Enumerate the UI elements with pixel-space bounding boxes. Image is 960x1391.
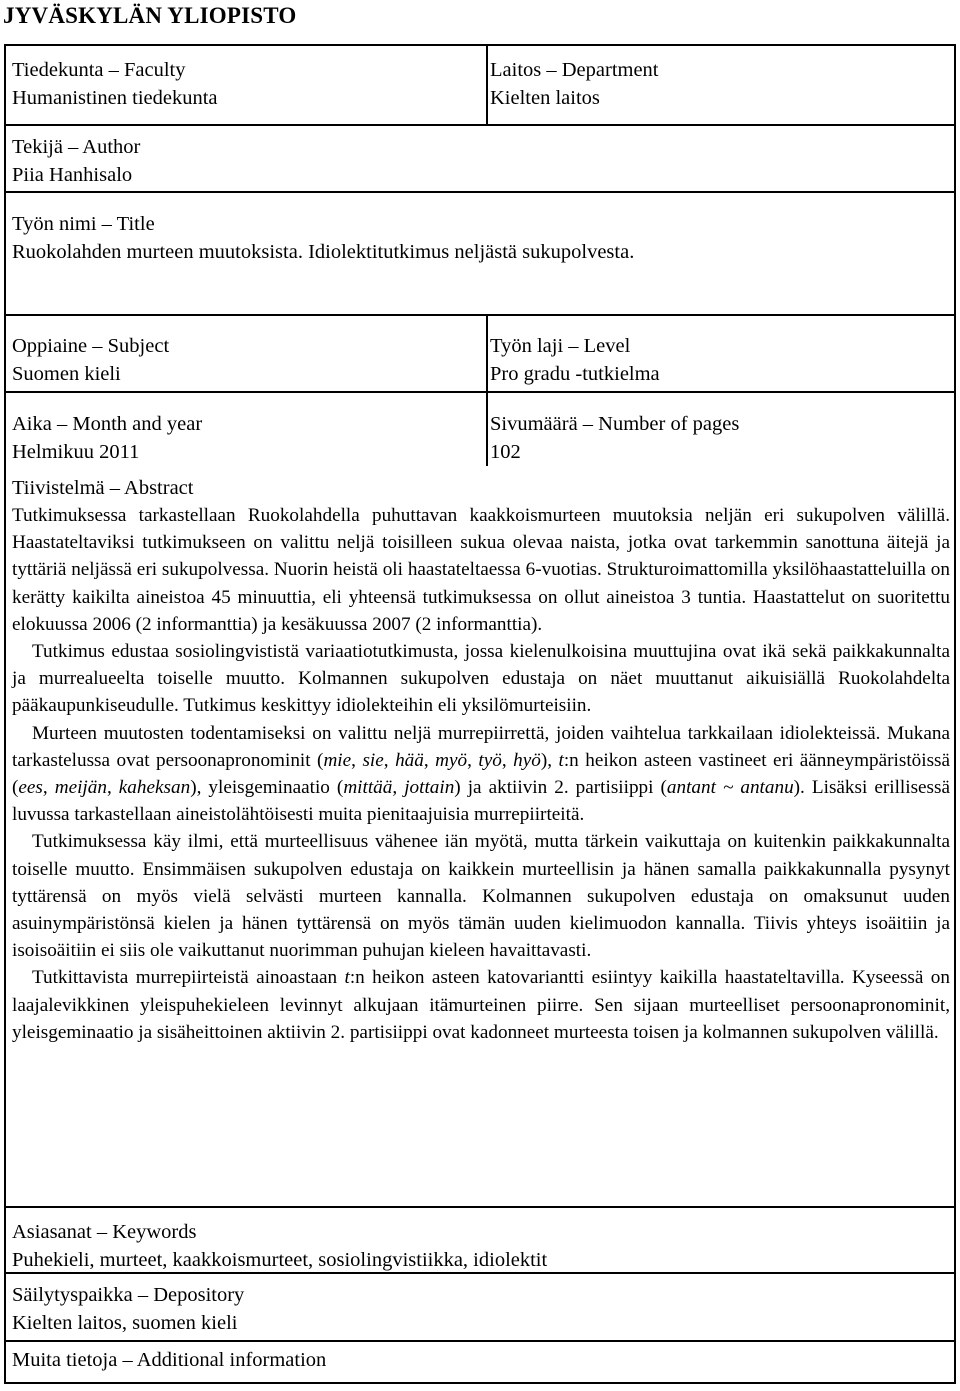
abstract-paragraph: Tutkittavista murrepiirteistä ainoastaan t:n heikon asteen katovariantti esiintyy kaikilla haastateltavilla. Kyseessä on laajalevikkinen yleispuhekieleen levinnyt alkujaan itämurteinen piirre. Sen sijaan murteelliset persoonapronominit, yleisgeminaatio ja sisäheittoinen aktiivin 2. partisiippi ovat kadonneet murteesta toisen ja kolmannen sukupolven välillä. xyxy=(12,967,950,1043)
title-value: Ruokolahden murteen muutoksista. Idiolektitutkimus neljästä sukupolvesta. xyxy=(12,241,635,263)
university-name: JYVÄSKYLÄN YLIOPISTO xyxy=(3,3,297,28)
divider xyxy=(486,391,954,393)
abstract-paragraph: Murteen muutosten todentamiseksi on valittu neljä murrepiirrettä, joiden vaihtelua tarkkailaan idiolekteissä. Mukana tarkastelussa ovat persoonapronominit (mie, sie, hää, myö, työ, hyö), t:n heikon asteen vastineet eri äänneympäristöissä (ees, meijän, kaheksan), yleisgeminaatio (mittää, jottain) ja aktiivin 2. partisiippi (antant ~ antanu). Lisäksi erillisessä luvussa tarkastellaan aineistolähtöisesti muita pienitaajuisia murrepiirteitä. xyxy=(12,722,951,826)
additional-label: Muita tietoja – Additional information xyxy=(12,1349,327,1371)
divider xyxy=(486,46,488,126)
pages-field xyxy=(490,410,739,466)
date-field xyxy=(12,410,202,466)
faculty-value: Humanistinen tiedekunta xyxy=(12,87,218,109)
divider xyxy=(6,391,486,393)
author-field xyxy=(12,133,140,189)
faculty-field xyxy=(12,56,218,112)
divider xyxy=(6,314,954,316)
depository-label: Säilytyspaikka – Depository xyxy=(12,1284,245,1306)
department-value: Kielten laitos xyxy=(490,87,600,109)
faculty-label: Tiedekunta – Faculty xyxy=(12,59,186,81)
abstract-label: Tiivistelmä – Abstract xyxy=(12,477,194,499)
title-field xyxy=(12,210,634,266)
subject-field xyxy=(12,332,169,388)
divider xyxy=(6,191,954,193)
title-label: Työn nimi – Title xyxy=(12,213,155,235)
depository-field xyxy=(12,1281,244,1337)
pages-label: Sivumäärä – Number of pages xyxy=(490,413,740,435)
subject-label: Oppiaine – Subject xyxy=(12,335,170,357)
additional-field xyxy=(12,1346,326,1374)
abstract-paragraph: Tutkimuksessa käy ilmi, että murteellisuus vähenee iän myötä, mutta tärkein vaikuttaja on kuitenkin paikkakunnalta toiselle muutto. Ensimmäisen sukupolven edustaja on kaikkein murteellisin ja hänen samalla paikkakunnalla pysynyt tyttärensä on myös vielä selvästi murteen kannalla. Kolmannen sukupolven edustaja on omaksunut uuden asuinympäristönsä kielen ja hänen tyttärensä on myös tämän uuden kielimuodon kannalla. Tiivis yhteys isoäitiin ja isoisoäitiin ei siis ole vaikuttanut nuorimman puhujan kieleen havaittavasti. xyxy=(12,831,950,962)
level-field xyxy=(490,332,660,388)
keywords-value: Puhekieli, murteet, kaakkoismurteet, sosiolingvistiikka, idiolektit xyxy=(12,1249,548,1271)
abstract-paragraph: Tutkimus edustaa sosiolingvististä variaatiotutkimusta, jossa kielenulkoisina muuttujina ovat ikä sekä paikkakunnalta ja murrealueelta toiselle muutto. Kolmannen sukupolven edustaja on näet muuttanut aikuisiällä Ruokolahdelta pääkaupunkiseudulle. Tutkimus keskittyy idiolekteihin eli yksilömurteisiin. xyxy=(12,641,950,717)
divider xyxy=(6,1340,954,1342)
abstract-section xyxy=(12,474,950,1046)
department-label: Laitos – Department xyxy=(490,59,659,81)
keywords-field xyxy=(12,1218,547,1274)
date-value: Helmikuu 2011 xyxy=(12,441,140,463)
divider xyxy=(6,1206,954,1208)
date-label: Aika – Month and year xyxy=(12,413,203,435)
pages-value: 102 xyxy=(490,441,521,463)
divider xyxy=(6,124,954,126)
depository-value: Kielten laitos, suomen kieli xyxy=(12,1312,238,1334)
author-label: Tekijä – Author xyxy=(12,136,141,158)
abstract-paragraph: Tutkimuksessa tarkastellaan Ruokolahdella puhuttavan kaakkoismurteen muutoksia neljän eri sukupolven välillä. Haastateltaviksi tutkimukseen on valittu neljä toisilleen sukua olevaa naista, jotka ovat tarkemmin sanottuna äitejä ja tyttäriä neljässä eri sukupolvessa. Nuorin heistä oli haastateltaessa 6-vuotias. Strukturoimattomilla yksilöhaastatteluilla on kerätty kaikilta aineistoa 45 minuuttia, eli yhteensä tutkimuksessa on ollut aineistoa 3 tuntia. Haastattelut on suoritettu elokuussa 2006 (2 informanttia) ja kesäkuussa 2007 (2 informanttia). xyxy=(12,505,950,635)
author-value: Piia Hanhisalo xyxy=(12,164,133,186)
level-value: Pro gradu -tutkielma xyxy=(490,363,660,385)
subject-value: Suomen kieli xyxy=(12,363,121,385)
abstract-form xyxy=(4,44,956,1384)
department-field xyxy=(490,56,659,112)
level-label: Työn laji – Level xyxy=(490,335,631,357)
keywords-label: Asiasanat – Keywords xyxy=(12,1221,197,1243)
